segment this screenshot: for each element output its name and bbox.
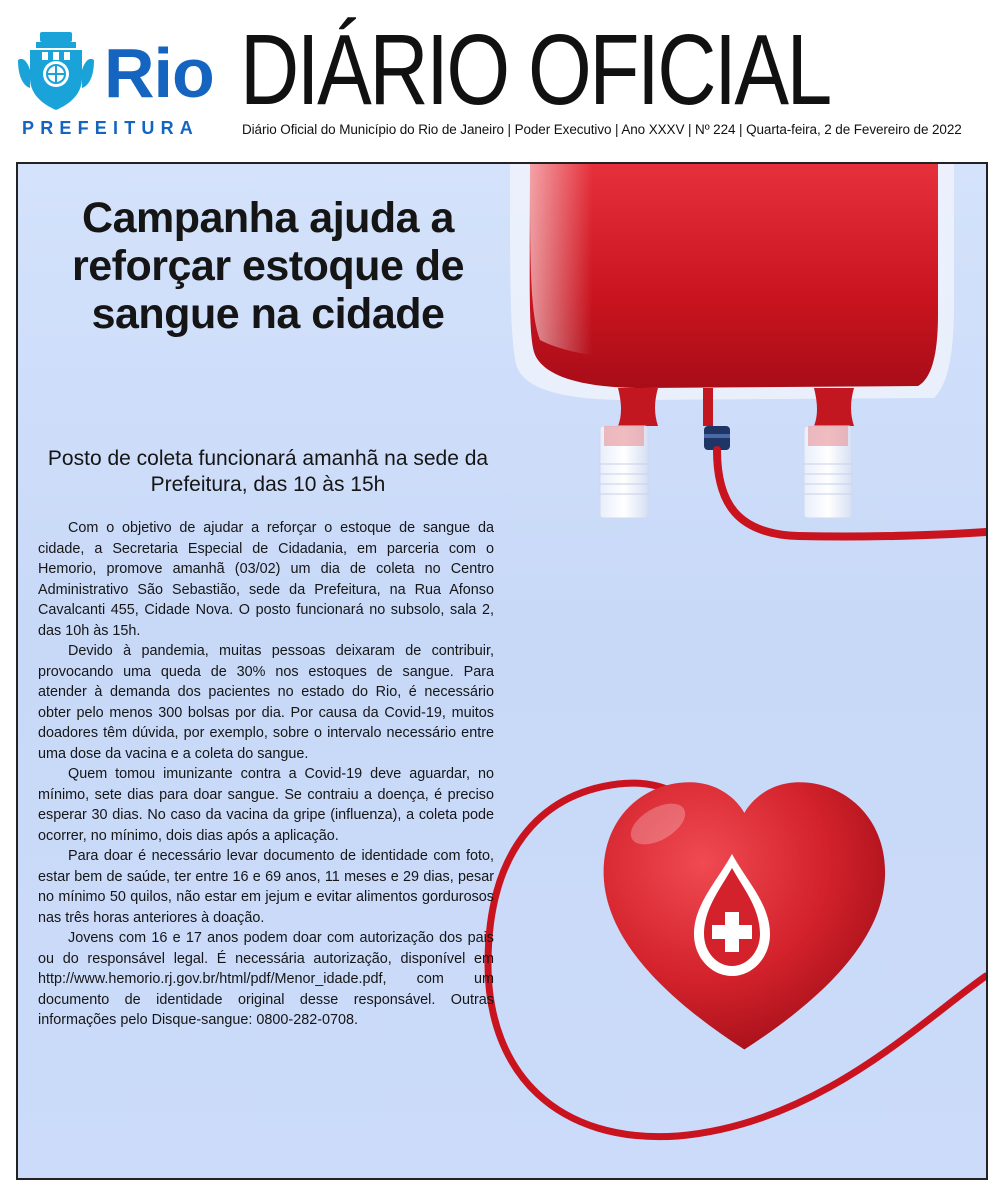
article-headline: Campanha ajuda a reforçar estoque de sangue na cidade: [72, 194, 464, 338]
paragraph: Quem tomou imunizante contra a Covid-19 deve aguardar, no mínimo, sete dias para doar sangue. Se contraiu a doença, é preciso esperar 30 dias. No caso da vacina da gripe (influenza), a coleta pode ocorrer, no mínimo, dois dias após a aplicação.: [38, 766, 494, 844]
masthead: [0, 0, 1004, 160]
logo-prefeitura-text: PREFEITURA: [22, 118, 200, 138]
paragraph: Com o objetivo de ajudar a reforçar o estoque de sangue da cidade, a Secretaria Especial de Cidadania, em parceria com o Hemorio, promove amanhã (03/02) um dia de coleta no Centro Administrativo São Sebastião, sede da Prefeitura, na Rua Afonso Cavalcanti 455, Cidade Nova. O posto funcionará no subsolo, sala 2, das 10h às 15h.: [38, 520, 494, 639]
article-body: [38, 518, 494, 1031]
paragraph: Devido à pandemia, muitas pessoas deixaram de contribuir, provocando uma queda de 30% nos estoques de sangue. Para atender à demanda dos pacientes no estado do Rio, é necessário obter pelo menos 300 bolsas por dia. Por causa da Covid-19, muitos doadores têm dúvida, por exemplo, sobre o intervalo necessário entre uma dose da vacina e a coleta do sangue.: [38, 643, 494, 762]
rio-coat-of-arms-icon: [16, 30, 96, 112]
article-subheadline: Posto de coleta funcionará amanhã na sede da Prefeitura, das 10 às 15h: [47, 447, 489, 496]
edition-info: Diário Oficial do Município do Rio de Janeiro | Poder Executivo | Ano XXXV | Nº 224 | Quarta-feira, 2 de Fevereiro de 2022: [242, 122, 962, 137]
paragraph: Para doar é necessário levar documento de identidade com foto, estar bem de saúde, ter entre 16 e 69 anos, 11 meses e 29 dias, pesar no mínimo 50 quilos, não estar em jejum e evitar alimentos gordurosos nas três horas anteriores à doação.: [38, 848, 494, 926]
newspaper-title: DIÁRIO OFICIAL: [240, 14, 830, 126]
logo-rio-text: Rio: [104, 34, 214, 112]
paragraph: Jovens com 16 e 17 anos podem doar com autorização dos pais ou do responsável legal. É necessária autorização, disponível em http://www.hemorio.rj.gov.br/html/pdf/Menor_idade.pdf, com um documento de identidade original desse responsável. Outras informações pelo Disque-sangue: 0800-282-0708.: [38, 930, 494, 1028]
blood-bag-icon: [510, 164, 986, 537]
article-panel: [16, 162, 988, 1180]
